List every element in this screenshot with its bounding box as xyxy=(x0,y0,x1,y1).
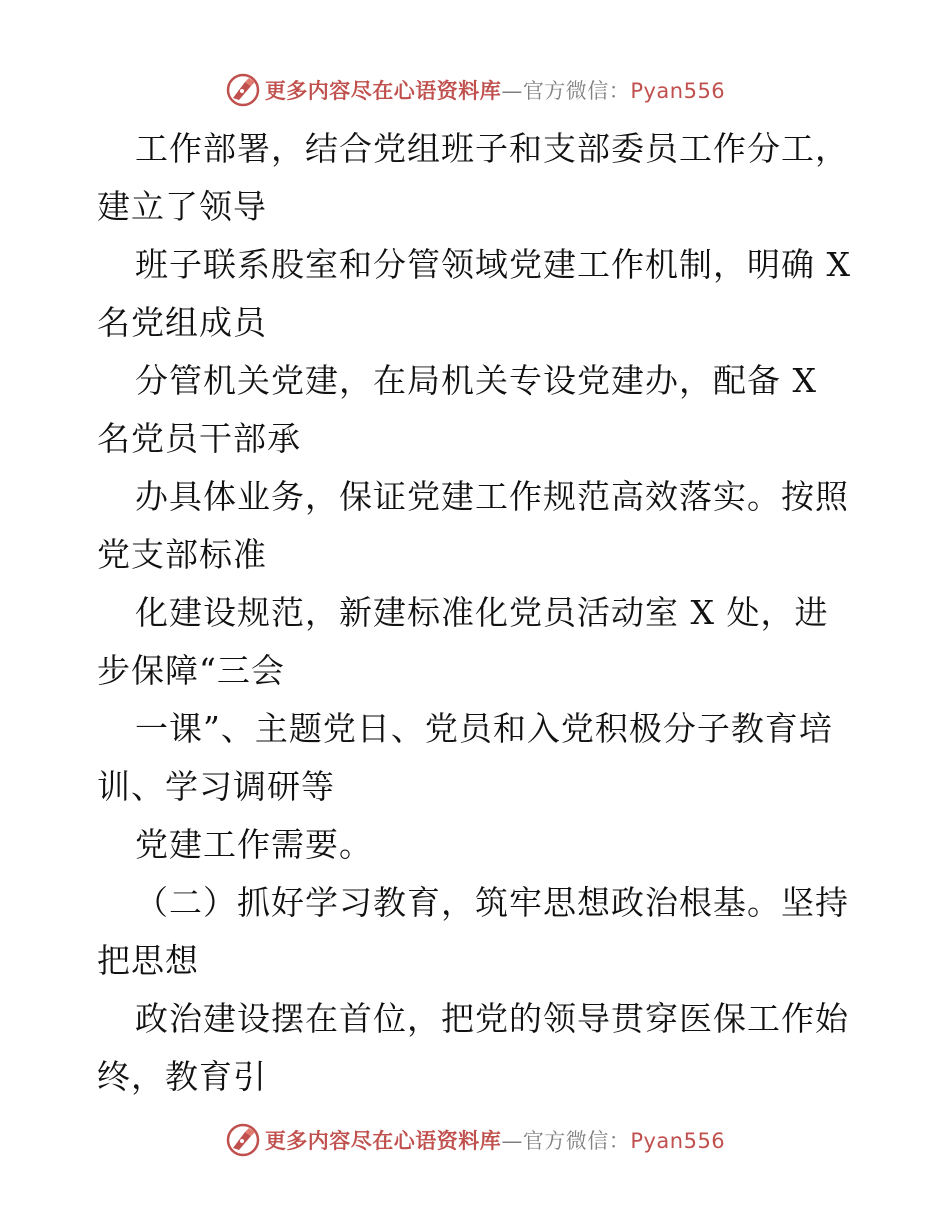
body-line: 工作部署，结合党组班子和支部委员工作分工， xyxy=(135,129,849,168)
body-line: 训、学习调研等 xyxy=(97,767,335,806)
body-line: 名党员干部承 xyxy=(97,419,301,458)
watermark-text xyxy=(265,75,725,105)
watermark-wechat-id: Pyan556 xyxy=(630,1129,726,1153)
watermark-brand: 更多内容尽在心语资料库 xyxy=(264,1129,502,1153)
body-line: 政治建设摆在首位，把党的领导贯穿医保工作始 xyxy=(135,999,849,1038)
body-line: 办具体业务，保证党建工作规范高效落实。按照 xyxy=(135,477,849,516)
body-line: 党支部标准 xyxy=(97,535,267,574)
body-line: 把思想 xyxy=(97,941,199,980)
watermark-brand: 更多内容尽在心语资料库 xyxy=(264,79,502,103)
body-line: 一课”、主题党日、党员和入党积极分子教育培 xyxy=(135,709,833,748)
pen-nib-logo-icon xyxy=(225,72,261,108)
pen-nib-logo-icon xyxy=(225,1122,261,1158)
body-line: 党建工作需要。 xyxy=(135,825,373,864)
body-line: 终，教育引 xyxy=(97,1057,267,1096)
body-line: 步保障“三会 xyxy=(97,651,285,690)
watermark-wechat-id: Pyan556 xyxy=(630,79,726,103)
header-watermark xyxy=(0,70,950,110)
body-line: 名党组成员 xyxy=(97,303,267,342)
body-line: 分管机关党建，在局机关专设党建办，配备 X xyxy=(135,361,817,400)
watermark-separator: — xyxy=(501,79,523,103)
body-line: （二）抓好学习教育，筑牢思想政治根基。坚持 xyxy=(135,883,849,922)
body-line: 建立了领导 xyxy=(97,187,267,226)
watermark-official-label: 官方微信： xyxy=(522,79,631,103)
document-body xyxy=(97,120,857,1106)
watermark-separator: — xyxy=(501,1129,523,1153)
watermark-official-label: 官方微信： xyxy=(522,1129,631,1153)
body-line: 化建设规范，新建标准化党员活动室 X 处，进 xyxy=(135,593,829,632)
footer-watermark xyxy=(0,1120,950,1160)
watermark-text xyxy=(265,1125,725,1155)
body-line: 班子联系股室和分管领域党建工作机制，明确 X xyxy=(135,245,851,284)
